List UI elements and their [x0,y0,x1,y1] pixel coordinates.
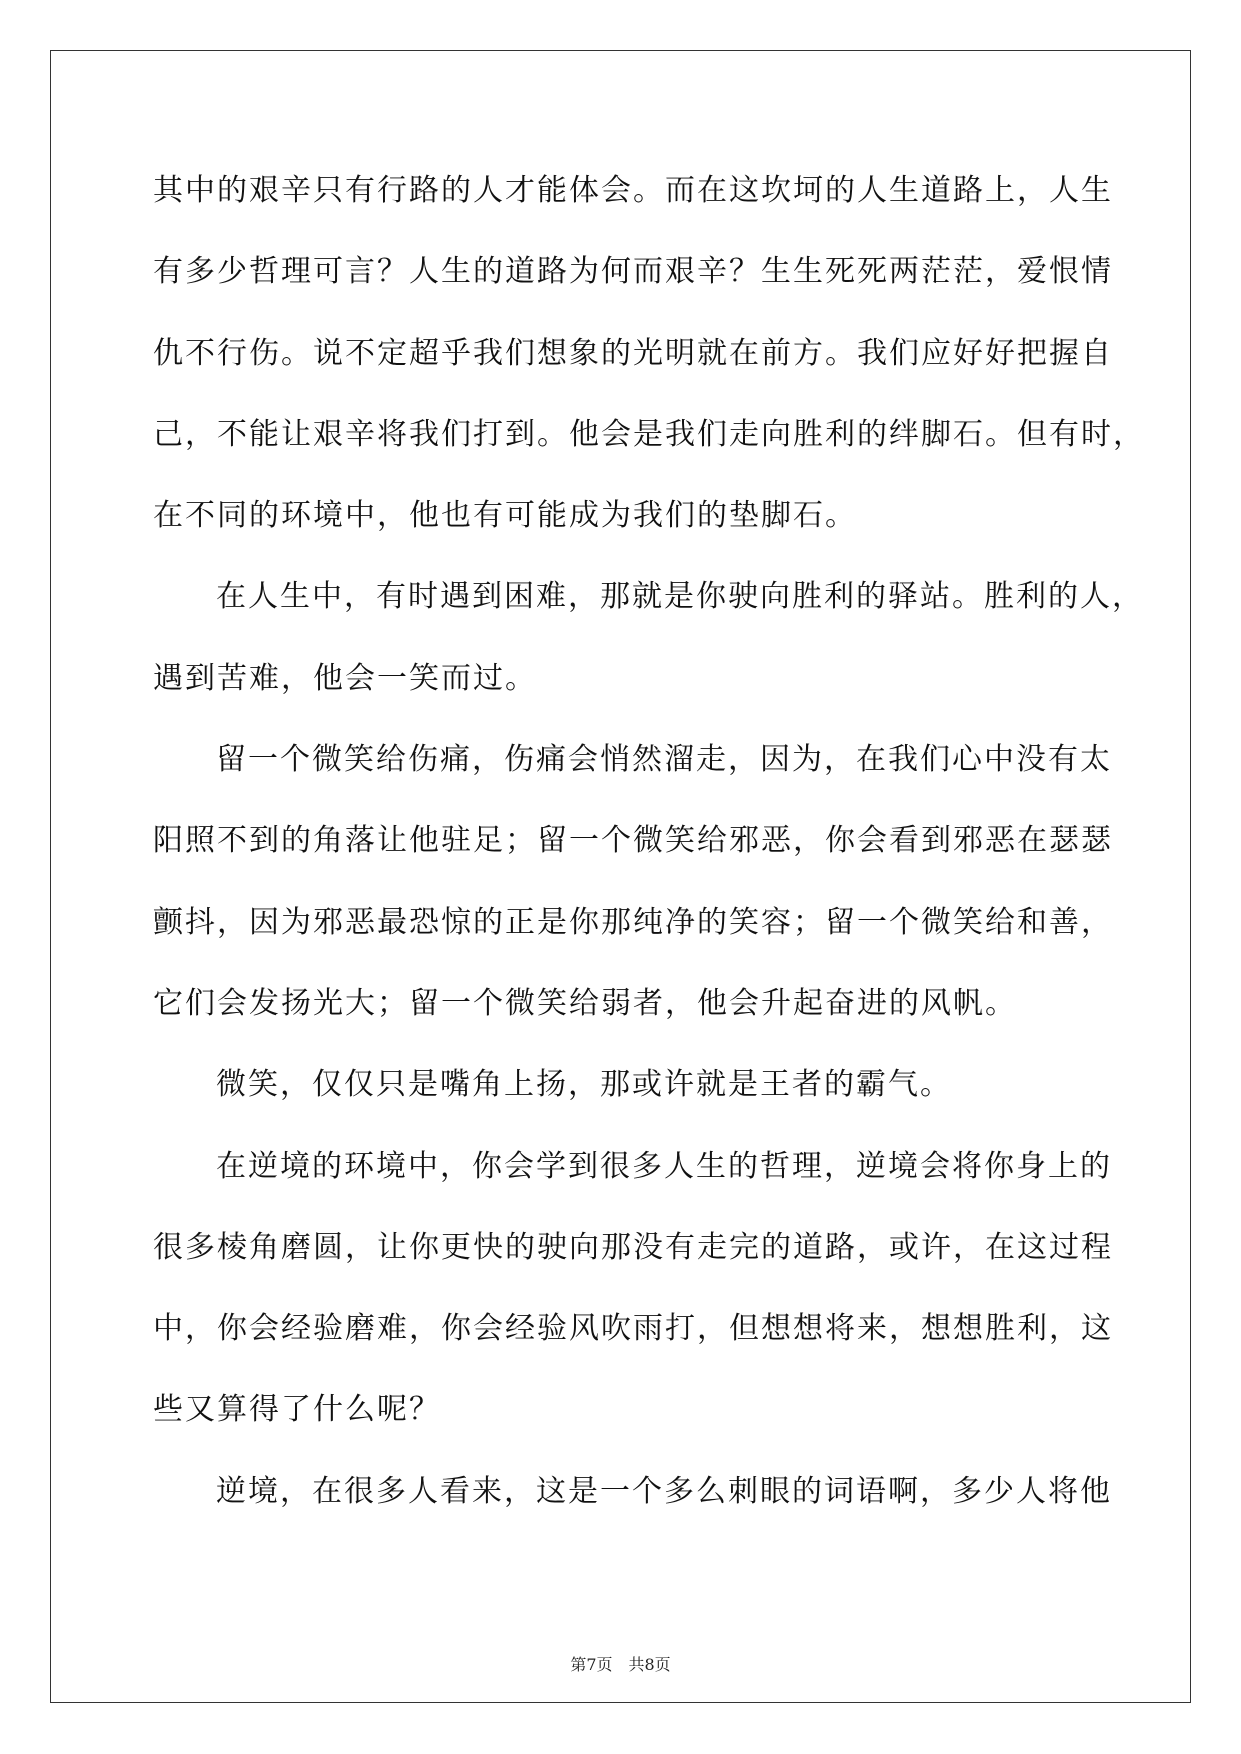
text-line: 在不同的环境中，他也有可能成为我们的垫脚石。 [153,498,857,534]
text-line: 中，你会经验磨难，你会经验风吹雨打，但想想将来，想想胜利，这 [153,1311,1113,1347]
page-number-current: 第7页 [570,1655,613,1674]
text-line: 己，不能让艰辛将我们打到。他会是我们走向胜利的绊脚石。但有时， [153,416,1145,452]
paragraph-start-line: 微笑，仅仅只是嘴角上扬，那或许就是王者的霸气。 [216,1067,952,1103]
text-line: 其中的艰辛只有行路的人才能体会。而在这坎坷的人生道路上，人生 [153,173,1113,208]
text-line: 颤抖，因为邪恶最恐惊的正是你那纯净的笑容；留一个微笑给和善， [153,904,1113,940]
text-line: 些又算得了什么呢？ [153,1392,441,1428]
document-body [153,166,1145,1548]
page-number-total: 共8页 [628,1655,671,1674]
text-line: 它们会发扬光大；留一个微笑给弱者，他会升起奋进的风帆。 [153,985,1017,1021]
text-line: 很多棱角磨圆，让你更快的驶向那没有走完的道路，或许，在这过程 [153,1229,1113,1265]
paragraph-start-line: 逆境，在很多人看来，这是一个多么刺眼的词语啊，多少人将他 [216,1473,1112,1509]
text-line: 阳照不到的角落让他驻足；留一个微笑给邪恶，你会看到邪恶在瑟瑟 [153,823,1113,859]
paragraph-start-line: 在人生中，有时遇到困难，那就是你驶向胜利的驿站。胜利的人， [216,579,1144,615]
text-line: 有多少哲理可言？人生的道路为何而艰辛？生生死死两茫茫，爱恨情 [153,254,1113,290]
paragraph-start-line: 在逆境的环境中，你会学到很多人生的哲理，逆境会将你身上的 [216,1148,1112,1184]
text-line: 仇不行伤。说不定超乎我们想象的光明就在前方。我们应好好把握自 [153,335,1113,371]
page-footer [0,1652,1241,1675]
text-line: 遇到苦难，他会一笑而过。 [153,660,537,696]
paragraph-start-line: 留一个微笑给伤痛，伤痛会悄然溜走，因为，在我们心中没有太 [216,742,1112,778]
